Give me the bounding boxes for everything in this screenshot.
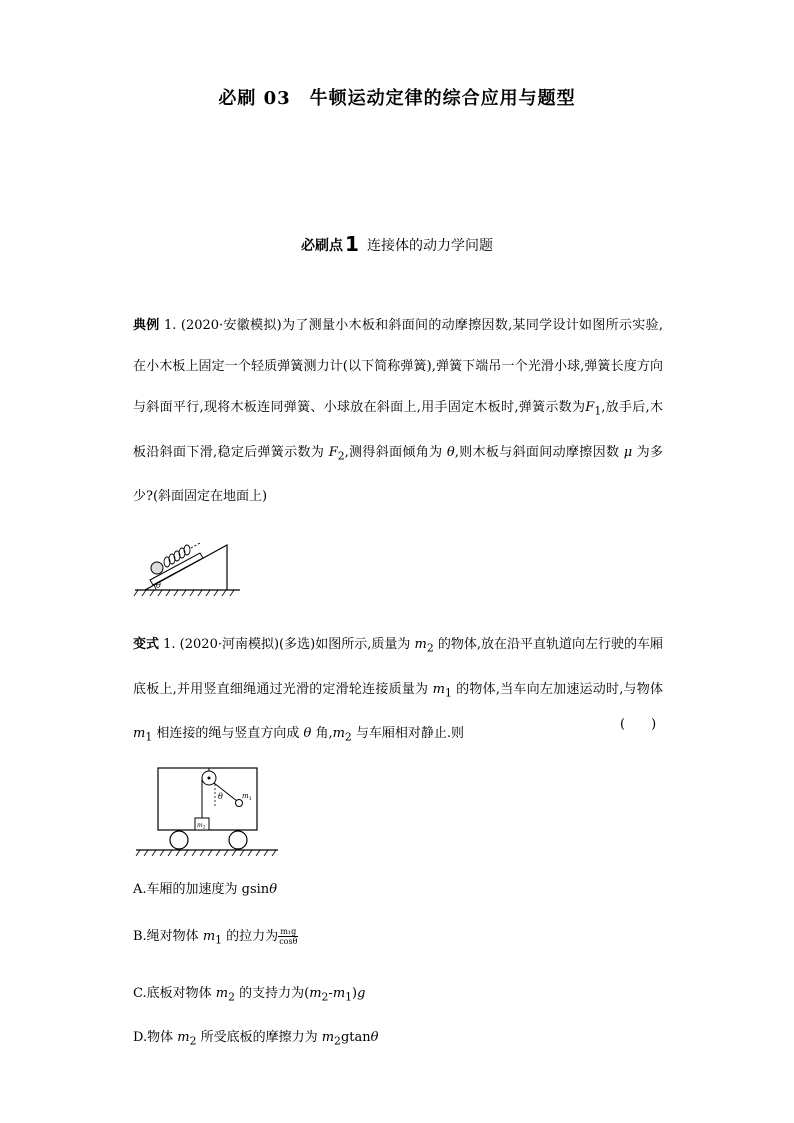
ball [151,562,163,574]
option-a[interactable]: A.车厢的加速度为 gsinθ [133,882,278,897]
example-problem: 典例 1. (2020·安徽模拟)为了测量小木板和斜面间的动摩擦因数,某同学设计如图所示实验,在小木板上固定一个轻质弹簧测力计(以下简称弹簧),弹簧下端吊一个光滑小球,弹簧长度方向与斜面平行,现将木板连同弹簧、小球放在斜面上,用手固定木板时,弹簧示数为$F_1$,放手后,木板沿斜面下滑,稳定后弹簧示数为 $F_2$,测得斜面倾角为 θ,则木板与斜面间动摩擦因数 μ 为多少?(斜面固定在地面上) [133,318,664,505]
answer-parentheses: ( ) [620,717,657,732]
incline-figure [130,528,245,598]
section-heading [0,232,794,256]
variant-label: 变式 [133,637,160,652]
wheel-left [170,831,188,849]
option-b[interactable]: B.绳对物体 $m_1$ 的拉力为 $\frac{\text{m₁g}}{\cos\theta}$ [133,927,298,947]
pendulum-angle-label: θ [218,792,223,801]
page-title: 必刷 03 牛顿运动定律的综合应用与题型 [218,88,576,109]
incline-angle-label: θ [156,581,161,590]
mass-m1 [236,800,243,807]
option-d[interactable]: D.物体 $m_2$ 所受底板的摩擦力为 $m_2gtan\theta$ [133,1030,379,1048]
section-name: 连接体的动力学问题 [366,238,493,254]
train-car-figure [134,762,280,860]
tension-fraction: $\frac{\text{m₁g}}{\cos\theta}$ [279,927,298,946]
section-prefix: 必刷点 [301,238,344,254]
track-hatching [136,850,276,856]
example-label: 典例 [133,318,160,333]
m2-label: $m_2$ [197,822,206,831]
ground-hatching [134,590,234,596]
section-number: 1 [345,232,359,256]
m1-label: $m_1$ [242,792,252,802]
option-c[interactable]: C.底板对物体 $m_2$ 的支持力为$(m_2-m_1)g$ [133,986,366,1004]
wheel-right [229,831,247,849]
variant-problem: 变式 1. (2020·河南模拟)(多选)如图所示,质量为 $m_2$ 的物体,放在沿平直轨道向左行驶的车厢底板上,并用竖直细绳通过光滑的定滑轮连接质量为 $m_1$ 的物体,当车向左加速运动时,与物体 $m_1$ 相连接的绳与竖直方向成 θ 角$,m_2$ 与车厢相对静止.则 [133,637,664,744]
